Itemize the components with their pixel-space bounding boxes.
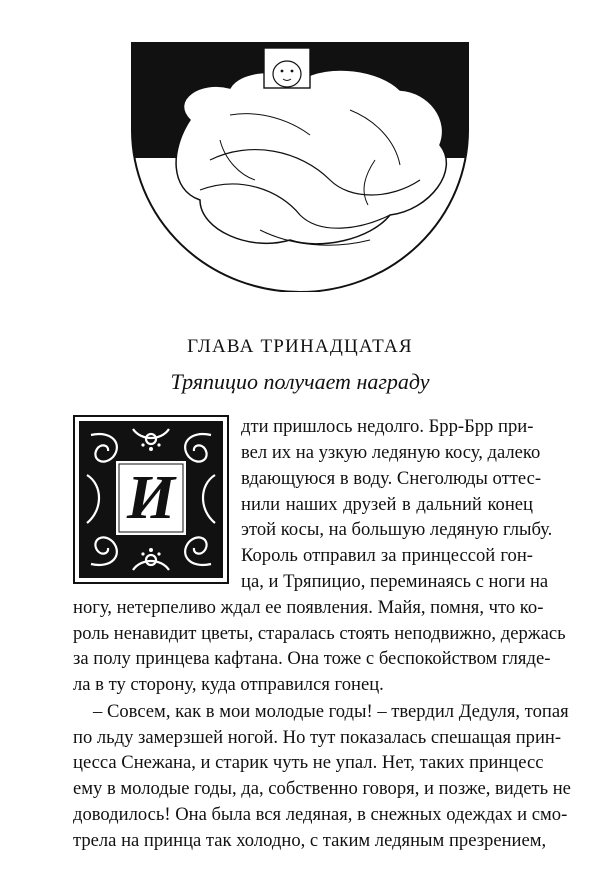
drop-cap (73, 415, 229, 584)
chapter-title: Тряпицио получает награду (170, 369, 430, 394)
text-line: – Совсем, как в мои молодые годы! – твердил Дедуля, топая (93, 701, 569, 722)
chapter-illustration (130, 40, 470, 292)
text-line: Король отправил за принцессой гон- (241, 545, 533, 566)
text-line: ногу, нетерпеливо ждал ее появления. Майя, помня, что ко- (73, 597, 544, 618)
text-line: доводилось! Она была вся ледяная, в снежных одеждах и смо- (73, 804, 568, 825)
text-line: ему в молодые годы, да, собственно говоря, и позже, видеть не (73, 778, 571, 799)
text-line: цесса Снежана, и старик чуть не упал. Нет, таких принцесс (73, 752, 544, 773)
text-line: роль ненавидит цветы, старалась стоять неподвижно, держась (73, 623, 566, 644)
text-line: трела на принца так холодно, с таким ледяным презрением, (73, 830, 547, 851)
text-line: дти пришлось недолго. Брр-Брр при- (241, 416, 534, 437)
chapter-label: ГЛАВА ТРИНАДЦАТАЯ (187, 336, 413, 357)
text-line: по льду замерзшей ногой. Но тут показалась спешащая прин- (73, 727, 562, 748)
text-line: за полу принцева кафтана. Она тоже с беспокойством гляде- (73, 648, 551, 669)
text-line: вел их на узкую ледяную косу, далеко (241, 442, 541, 463)
text-line: ла в ту сторону, куда отправился гонец. (73, 674, 384, 695)
snow-princess-vignette-icon (130, 40, 470, 292)
text-line: ца, и Тряпицио, переминаясь с ноги на (241, 571, 549, 592)
drop-cap-letter: И (126, 464, 176, 532)
text-line: этой косы, на большую ледяную глыбу. (241, 519, 553, 540)
text-line: нили наших друзей в дальний конец (241, 494, 533, 515)
text-line: вдающуюся в воду. Снеголюды оттес- (241, 468, 542, 489)
